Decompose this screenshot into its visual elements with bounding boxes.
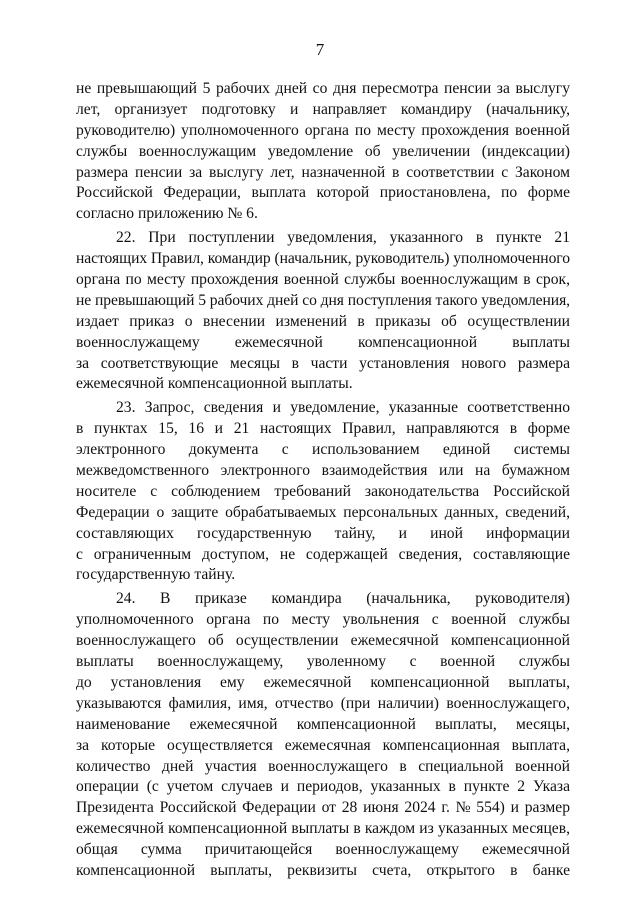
text-line: наименование ежемесячной компенсационной выплаты, месяцы, [76,715,570,733]
text-line: до установления ему ежемесячной компенсационной выплаты, [76,673,570,691]
body-text [76,79,570,882]
text-line: общая сумма причитающейся военнослужащему ежемесячной [76,841,570,859]
text-line: Федерации о защите обрабатываемых персональных данных, сведений, [76,503,570,521]
text-line: ежемесячной компенсационной выплаты в каждом из указанных месяцев, [76,820,570,838]
text-line: в пунктах 15, 16 и 21 настоящих Правил, направляются в форме [76,420,570,438]
text-line: электронного документа с использованием единой системы [76,441,570,459]
text-line: межведомственного электронного взаимодействия или на бумажном [76,462,570,480]
text-line: размера пенсии за выслугу лет, назначенной в соответствии с Законом [76,163,570,181]
text-line: уполномоченного органа по месту увольнения с военной службы [76,611,570,629]
text-line: не превышающий 5 рабочих дней со дня пересмотра пенсии за выслугу [76,80,570,97]
text-line: не превышающий 5 рабочих дней со дня поступления такого уведомления, [76,291,570,309]
text-line: Российской Федерации, выплата которой приостановлена, по форме [76,184,570,202]
text-line: операции (с учетом случаев и периодов, указанных в пункте 2 Указа [76,778,570,796]
text-line: издает приказ о внесении изменений в приказы об осуществлении [76,312,570,330]
text-line: органа по месту прохождения военной службы военнослужащим в срок, [76,271,570,289]
text-line: 23. Запрос, сведения и уведомление, указанные соответственно [116,399,570,417]
text-line: за которые осуществляется ежемесячная компенсационная выплата, [76,736,570,754]
text-line: 22. При поступлении уведомления, указанного в пункте 21 [116,229,570,247]
text-line: указываются фамилия, имя, отчество (при наличии) военнослужащего, [76,694,570,712]
text-line: компенсационной выплаты, реквизиты счета, открытого в банке [76,861,570,879]
text-line: руководителю) уполномоченного органа по месту прохождения военной [76,121,570,139]
text-line: носителе с соблюдением требований законодательства Российской [76,482,570,500]
text-line: ежемесячной компенсационной выплаты. [76,375,353,393]
text-line: военнослужащему ежемесячной компенсационной выплаты [76,333,570,351]
text-line: согласно приложению № 6. [76,205,258,223]
text-line: государственную тайну. [76,566,236,584]
text-line: настоящих Правил, командир (начальник, руководитель) уполномоченного [76,250,570,268]
text-line: с ограниченным доступом, не содержащей сведения, составляющие [76,545,570,563]
text-line: выплаты военнослужащему, уволенному с военной службы [76,653,570,671]
text-line: Президента Российской Федерации от 28 июня 2024 г. № 554) и размер [76,799,570,817]
text-line: количество дней участия военнослужащего в специальной военной [76,757,570,775]
page-number: 7 [315,40,325,59]
text-line: составляющих государственную тайну, и иной информации [76,524,570,542]
text-line: 24. В приказе командира (начальника, руководителя) [116,590,570,608]
text-line: лет, организует подготовку и направляет командиру (начальнику, [76,100,570,118]
text-line: за соответствующие месяцы в части установления нового размера [76,354,570,372]
text-line: службы военнослужащим уведомление об увеличении (индексации) [76,142,570,160]
text-line: военнослужащего об осуществлении ежемесячной компенсационной [76,632,570,650]
